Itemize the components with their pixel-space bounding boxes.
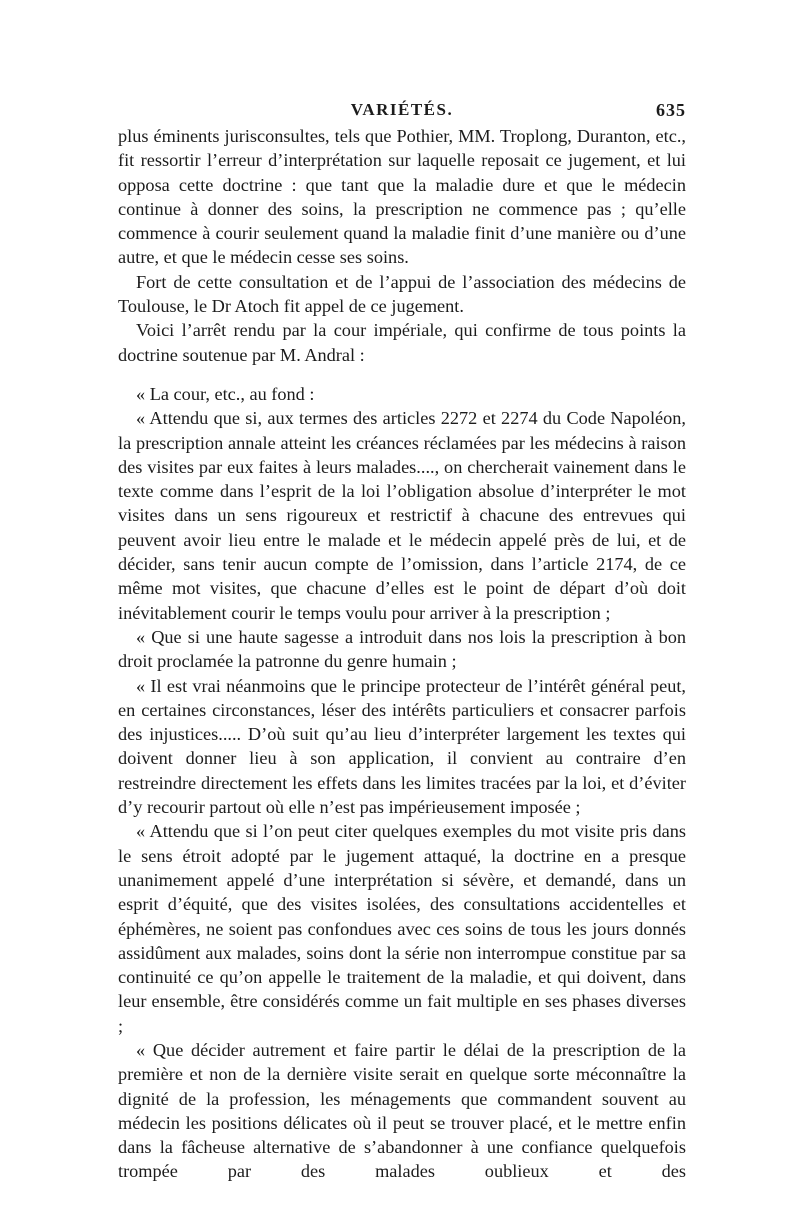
paragraph-attendu-2: « Attendu que si l’on peut citer quelques exemples du mot visite pris dans le sens étroit adopté par le jugement attaqué, la doctrine en a presque unanimement appelé d’une interprétation si sévère, et demandé, dans un esprit d’équité, que des visites isolées, des consultations accidentelles et éphémères, ne soient pas confondues avec ces soins de tous les jours donnés assidûment aux malades, soins dont la série non interrompue constitue par sa continuité ce qu’on appelle le traitement de la maladie, et qui doivent, dans leur ensemble, être considérés comme un fait multiple en ses phases diverses ;: [118, 821, 686, 1036]
paragraph-ruling-intro: Voici l’arrêt rendu par la cour impériale, qui confirme de tous points la doctrine soutenue par M. Andral :: [118, 320, 686, 365]
paragraph-que-decider: « Que décider autrement et faire partir le délai de la prescription de la première et non de la dernière visite serait en quelque sorte méconnaître la dignité de la profession, les ménagements que commandent souvent au médecin les positions délicates où il peut se trouver placé, et le mettre enfin dans la fâcheuse alternative de s’abandonner à une confiance quelquefois trompée par des malades oublieux et des: [118, 1039, 686, 1182]
page-number: 635: [656, 100, 686, 120]
paragraph-court-heading: « La cour, etc., au fond :: [136, 383, 315, 404]
running-head: [118, 100, 686, 124]
paragraph-continuation: plus éminents jurisconsultes, tels que Pothier, MM. Troplong, Duranton, etc., fit ressortir l’erreur d’interprétation sur laquelle reposait ce jugement, et lui opposa cette doctrine : que tant que la maladie dure et que le médecin continue à donner des soins, la prescription ne commence pas ; qu’elle commence à courir seulement quand la maladie finit d’une manière ou d’une autre, et que le médecin cesse ses soins.: [118, 126, 686, 268]
paragraph-que-si: « Que si une haute sagesse a introduit dans nos lois la prescription à bon droit proclamée la patronne du genre humain ;: [118, 626, 686, 672]
running-title: VARIÉTÉS.: [350, 100, 454, 119]
text-body: [118, 124, 686, 1184]
paragraph-attendu-1: « Attendu que si, aux termes des articles 2272 et 2274 du Code Napoléon, la prescription annale atteint les créances réclamées par les médecins à raison des visites par eux faites à leurs malades...., on chercherait vainement dans le texte comme dans l’esprit de la loi l’obligation absolue d’interpréter le mot visites dans un sens rigoureux et restrictif à chacune des entrevues qui peuvent avoir lieu entre le malade et le médecin appelé près de lui, et de décider, sans tenir aucun compte de l’omission, dans l’article 2174, de ce même mot visites, que chacune d’elles est le point de départ d’où doit inévitablement courir le temps voulu pour arriver à la prescription ;: [118, 408, 686, 623]
paragraph-il-est-vrai: « Il est vrai néanmoins que le principe protecteur de l’intérêt général peut, en certaines circonstances, léser des intérêts particuliers et consacrer parfois des injustices..... D’où suit qu’au lieu d’interpréter largement les textes qui doivent donner lieu à son application, il convient au contraire d’en restreindre directement les effets dans les limites tracées par la loi, et d’éviter d’y recourir partout où elle n’est pas impérieusement imposée ;: [118, 675, 686, 818]
paragraph-appeal: Fort de cette consultation et de l’appui de l’association des médecins de Toulouse, le Dr Atoch fit appel de ce jugement.: [118, 271, 686, 317]
